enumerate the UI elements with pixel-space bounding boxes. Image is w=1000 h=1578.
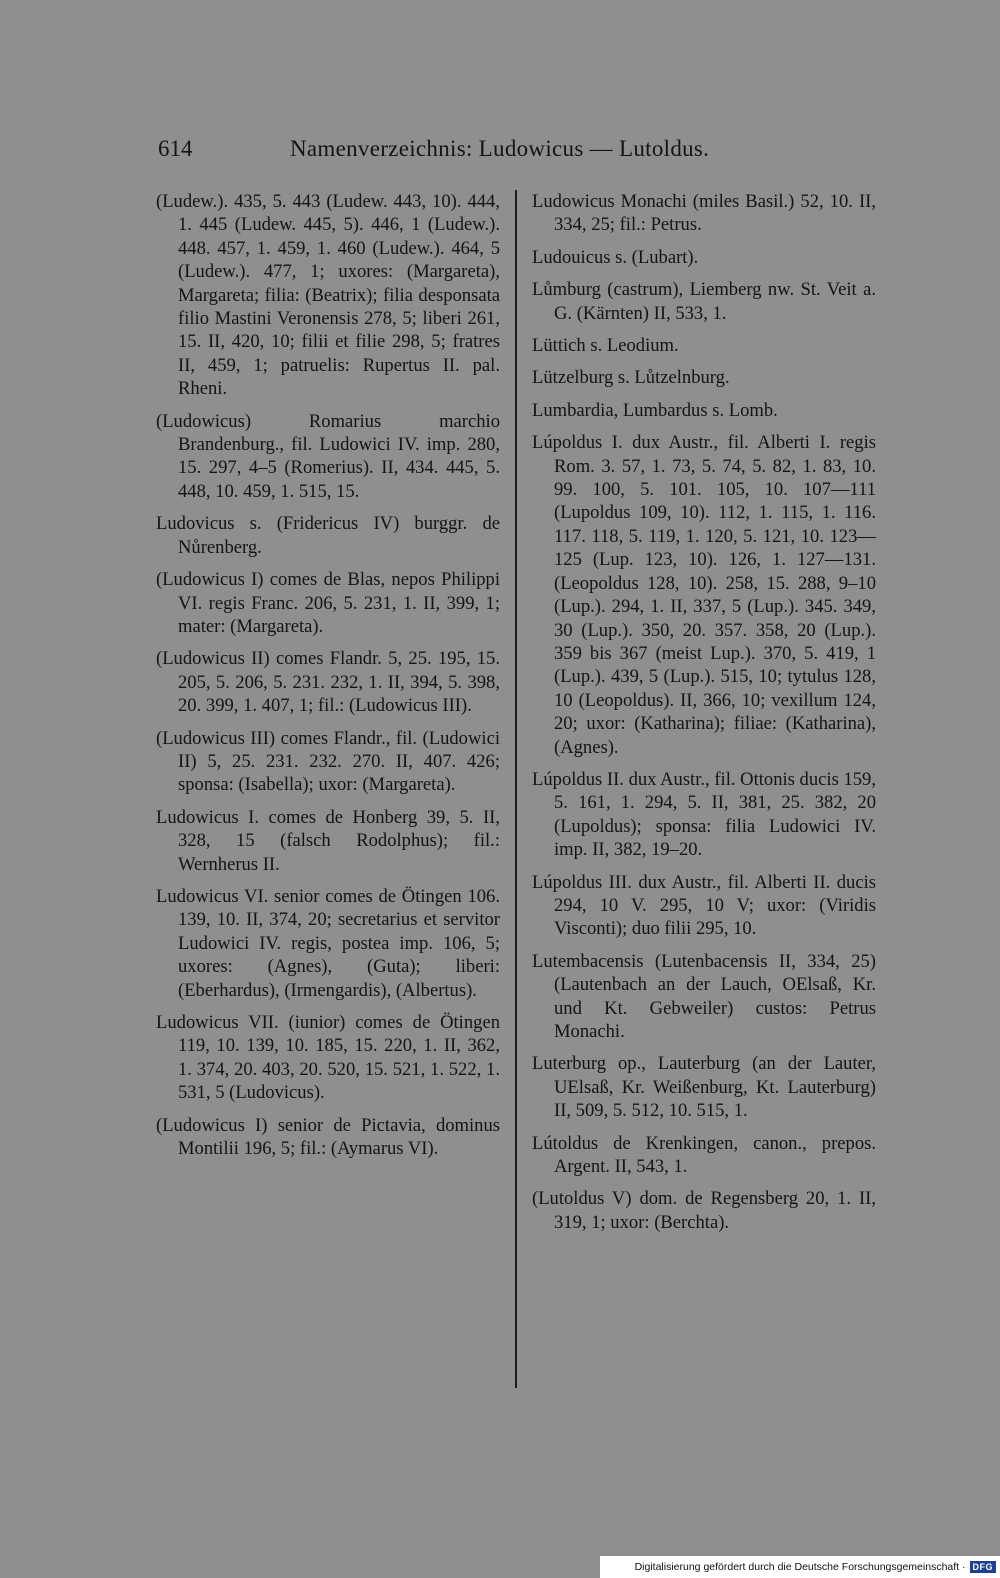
index-entry: Lützelburg s. Lůtzelnburg. <box>532 367 730 389</box>
footer-credit <box>600 1556 1000 1578</box>
index-entry: (Lutoldus V) dom. de Regensberg 20, 1. II, 319, 1; uxor: (Berchta). <box>532 1188 876 1233</box>
running-title: Namenverzeichnis: Ludowicus — Lutoldus. <box>290 136 710 161</box>
index-entry: Lúpoldus I. dux Austr., fil. Alberti I. regis Rom. 3. 57, 1. 73, 5. 74, 5. 82, 1. 83, 10. 99. 100, 5. 101. 105, 10. 107—111 (Lupoldus 109, 10). 112, 1. 115, 1. 116. 117. 118, 5. 119, 1. 120, 5. 121, 10. 123—125 (Lup. 123, 10). 126, 1. 127—131. (Leopoldus 128, 10). 258, 15. 288, 9–10 (Lup.). 294, 1. II, 337, 5 (Lup.). 345. 349, 30 (Lup.). 350, 20. 357. 358, 20 (Lup.). 359 bis 367 (meist Lup.). 370, 5. 419, 1 (Lup.). 439, 5 (Lup.). 515, 10; tytulus 128, 10 (Leopoldus). II, 366, 10; vexillum 124, 20; uxor: (Katharina); filiae: (Katharina), (Agnes). <box>532 432 876 758</box>
column-divider <box>515 190 517 1388</box>
index-entry: Luterburg op., Lauterburg (an der Lauter, UElsaß, Kr. Weißenburg, Kt. Lauterburg) II, 509, 5. 512, 10. 515, 1. <box>532 1053 876 1122</box>
right-column <box>532 190 876 1243</box>
index-entry: Ludowicus I. comes de Honberg 39, 5. II, 328, 15 (falsch Rodolphus); fil.: Wernherus II. <box>156 806 500 875</box>
page-header <box>158 131 878 167</box>
dfg-logo: DFG <box>970 1561 997 1573</box>
page-number: 614 <box>158 136 193 161</box>
index-entry: Lúpoldus III. dux Austr., fil. Alberti II. ducis 294, 10 V. 295, 10 V; uxor: (Viridis Visconti); duo filii 295, 10. <box>532 871 876 940</box>
index-entry: Ludovicus s. (Fridericus IV) burggr. de Nůrenberg. <box>156 513 500 558</box>
index-entry: Lútoldus de Krenkingen, canon., prepos. Argent. II, 543, 1. <box>532 1132 876 1178</box>
index-entry: Lutembacensis (Lutenbacensis II, 334, 25) (Lautenbach an der Lauch, OElsaß, Kr. und Kt. Gebweiler) custos: Petrus Monachi. <box>532 950 876 1042</box>
index-entry: (Ludew.). 435, 5. 443 (Ludew. 443, 10). 444, 1. 445 (Ludew. 445, 5). 446, 1 (Ludew.). 448. 457, 1. 459, 1. 460 (Ludew.). 464, 5 (Ludew.). 477, 1; uxores: (Margareta), Margareta; filia: (Beatrix); filia desponsata filio Mastini Veronensis 278, 5; liberi 261, 15. II, 420, 10; filii et filie 298, 5; fratres II, 459, 1; patruelis: Rupertus II. pal. Rheni. <box>156 191 500 400</box>
index-entry: Lumbardia, Lumbardus s. Lomb. <box>532 399 778 421</box>
index-entry: Ludowicus VI. senior comes de Ötingen 106. 139, 10. II, 374, 20; secretarius et servitor Ludowici IV. regis, postea imp. 106, 5; uxores: (Agnes), (Guta); liberi: (Eberhardus), (Irmengardis), (Albertus). <box>156 885 500 1001</box>
index-entry: (Ludowicus I) comes de Blas, nepos Philippi VI. regis Franc. 206, 5. 231, 1. II, 399, 1; mater: (Margareta). <box>156 569 500 637</box>
index-entry: (Ludowicus) Romarius marchio Brandenburg., fil. Ludowici IV. imp. 280, 15. 297, 4–5 (Romerius). II, 434. 445, 5. 448, 10. 459, 1. 515, 15. <box>156 410 500 502</box>
index-entry: Lúpoldus II. dux Austr., fil. Ottonis ducis 159, 5. 161, 1. 294, 5. II, 381, 25. 382, 20 (Lupoldus); sponsa: filia Ludowici IV. imp. II, 382, 19–20. <box>532 768 876 861</box>
left-column <box>156 190 500 1169</box>
index-entry: Ludouicus s. (Lubart). <box>532 246 699 268</box>
index-entry: Ludowicus Monachi (miles Basil.) 52, 10. II, 334, 25; fil.: Petrus. <box>532 191 876 236</box>
footer-credit-text: Digitalisierung gefördert durch die Deutsche Forschungsgemeinschaft · <box>634 1561 966 1573</box>
index-entry: Ludowicus VII. (iunior) comes de Ötingen 119, 10. 139, 10. 185, 15. 220, 1. II, 362, 1. 374, 20. 403, 20. 520, 15. 521, 1. 522, 1. 531, 5 (Ludovicus). <box>156 1012 500 1104</box>
index-entry: (Ludowicus I) senior de Pictavia, dominus Montilii 196, 5; fil.: (Aymarus VI). <box>156 1114 500 1160</box>
index-entry: Lüttich s. Leodium. <box>532 335 679 357</box>
index-entry: Lůmburg (castrum), Liemberg nw. St. Veit a. G. (Kärnten) II, 533, 1. <box>532 279 876 324</box>
index-entry: (Ludowicus II) comes Flandr. 5, 25. 195, 15. 205, 5. 206, 5. 231. 232, 1. II, 394, 5. 398, 20. 399, 1. 407, 1; fil.: (Ludowicus III). <box>156 648 500 717</box>
index-entry: (Ludowicus III) comes Flandr., fil. (Ludowici II) 5, 25. 231. 232. 270. II, 407. 426; sponsa: (Isabella); uxor: (Margareta). <box>156 727 500 796</box>
